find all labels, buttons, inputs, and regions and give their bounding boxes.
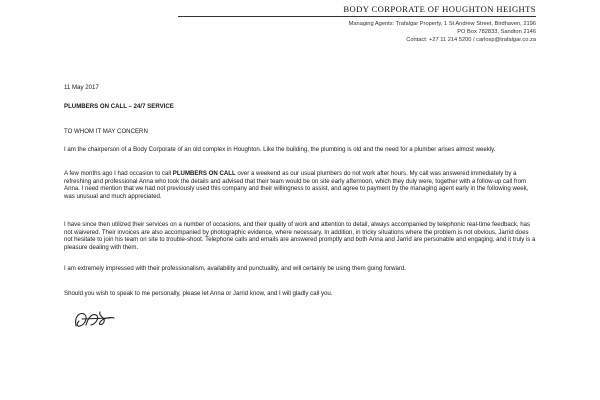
paragraph-2-start: A few months ago I had occasion to call: [64, 170, 173, 177]
paragraph-5: Should you wish to speak to me personally, please let Anna or Jarrid know, and I will gladly call you.: [64, 290, 333, 297]
paragraph-1: I am the chairperson of a Body Corporate of an old complex in Houghton. Like the building, the plumbing is old and the need for a plumber arises almost weekly.: [64, 146, 496, 153]
po-box-line: PO Box 782833, Sandton 2146: [457, 29, 536, 35]
paragraph-2-end: over a weekend as our usual plumbers do not work after hours. My call was answered immediately by a refreshing and professional Anna who took the details and advised that their team would be on site early afternoon, which they duly were, together with a follow-up call from Anna. I need mention that we had not previously used this company and their willingness to assist, and agree to payment by the managing agent early in the following week, was unusual and much appreciated.: [64, 170, 529, 200]
contact-line: Contact: +27 11 214 5200 / carlosp@trafalgar.co.za: [406, 37, 536, 43]
company-name-bold: PLUMBERS ON CALL: [172, 170, 236, 177]
letterhead-divider: [178, 16, 536, 17]
letter-subject: PLUMBERS ON CALL – 24/7 SERVICE: [64, 103, 174, 110]
organization-name: BODY CORPORATE OF HOUGHTON HEIGHTS: [343, 4, 536, 14]
paragraph-2: [64, 170, 536, 200]
letterhead: [343, 4, 536, 44]
managing-agents-line: Managing Agents: Trafalgar Property, 1 St Andrew Street, Birdhaven, 2196: [348, 21, 536, 27]
handwritten-signature-icon: [70, 306, 140, 332]
letter-salutation: TO WHOM IT MAY CONCERN: [64, 128, 148, 135]
paragraph-3: I have since then utilized their services on a number of occasions, and their quality of work and attention to detail, always accompanied by telephonic real-time feedback, has not waivered. Their invoices are also accompanied by photographic evidence, where necessary. In addition, in tricky situations where the problem is not obvious, Jarrid does not hesitate to join his team on site to trouble-shoot. Telephone calls and emails are answered promptly and both Anna and Jarrid are personable and engaging, and it truly is a pleasure dealing with them.: [64, 221, 536, 251]
letter-date: 11 May 2017: [64, 84, 99, 91]
paragraph-4: I am extremely impressed with their professionalism, availability and punctuality, and will certainly be using them going forward.: [64, 265, 406, 272]
